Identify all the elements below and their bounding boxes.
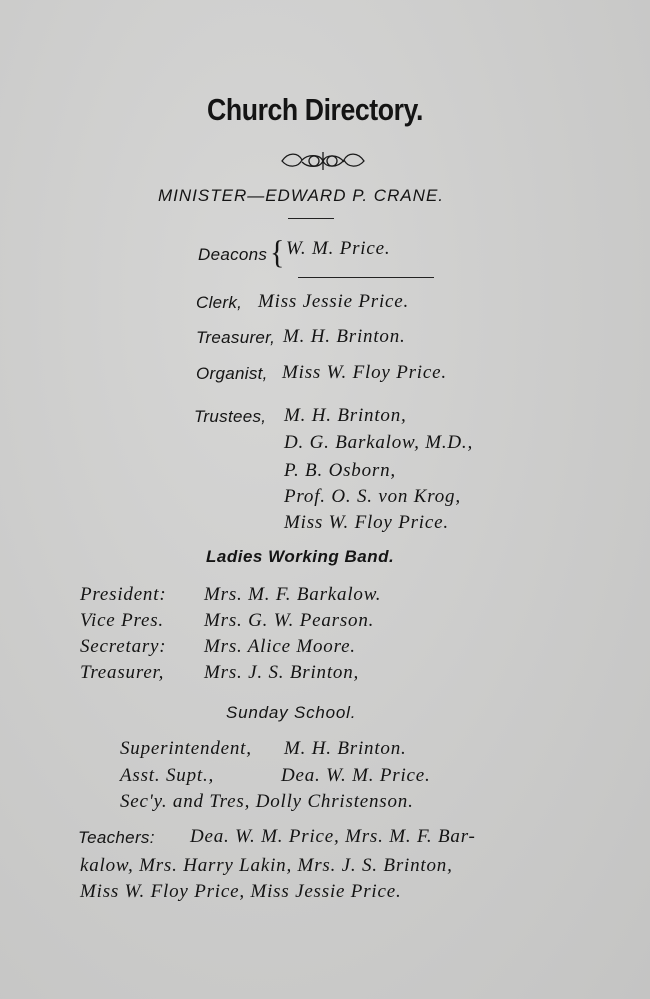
asst-name: Dea. W. M. Price. — [281, 765, 431, 786]
teachers-line: kalow, Mrs. Harry Lakin, Mrs. J. S. Brinton, — [80, 855, 453, 876]
trustee-name: Prof. O. S. von Krog, — [284, 486, 461, 507]
band-role: President: — [80, 584, 167, 605]
trustee-name: D. G. Barkalow, M.D., — [284, 432, 474, 453]
clerk-name: Miss Jessie Price. — [258, 291, 410, 312]
deacons-label: Deacons — [198, 245, 268, 264]
minister-line: MINISTER—EDWARD P. CRANE. — [158, 186, 445, 205]
trustees-label: Trustees, — [194, 407, 267, 426]
deacons-name: W. M. Price. — [286, 238, 391, 259]
page-title: Church Directory. — [207, 92, 423, 127]
trustee-name: M. H. Brinton, — [284, 405, 407, 426]
band-role: Secretary: — [80, 636, 167, 657]
deacons-blank-line — [298, 277, 434, 278]
trustee-name: P. B. Osborn, — [284, 460, 396, 481]
organist-label: Organist, — [196, 364, 268, 383]
band-name: Mrs. J. S. Brinton, — [204, 662, 360, 683]
brace-icon: { — [270, 234, 285, 271]
band-role: Vice Pres. — [80, 610, 164, 631]
teachers-line: Miss W. Floy Price, Miss Jessie Price. — [80, 881, 402, 902]
asst-label: Asst. Supt., — [120, 765, 215, 786]
band-role: Treasurer, — [80, 662, 165, 683]
trustee-name: Miss W. Floy Price. — [284, 512, 449, 533]
superintendent-name: M. H. Brinton. — [284, 738, 407, 759]
secy-line: Sec'y. and Tres, Dolly Christenson. — [120, 791, 414, 812]
band-name: Mrs. G. W. Pearson. — [204, 610, 375, 631]
superintendent-label: Superintendent, — [120, 738, 252, 759]
band-name: Mrs. M. F. Barkalow. — [204, 584, 382, 605]
treasurer-name: M. H. Brinton. — [283, 326, 406, 347]
ornament-icon — [278, 148, 368, 174]
sunday-school-heading: Sunday School. — [226, 703, 357, 722]
teachers-line: Dea. W. M. Price, Mrs. M. F. Bar- — [190, 826, 476, 847]
band-name: Mrs. Alice Moore. — [204, 636, 356, 657]
divider — [288, 218, 334, 219]
organist-name: Miss W. Floy Price. — [282, 362, 447, 383]
clerk-label: Clerk, — [196, 293, 243, 312]
treasurer-label: Treasurer, — [196, 328, 276, 347]
ladies-band-heading: Ladies Working Band. — [206, 547, 395, 566]
teachers-label: Teachers: — [78, 828, 155, 847]
